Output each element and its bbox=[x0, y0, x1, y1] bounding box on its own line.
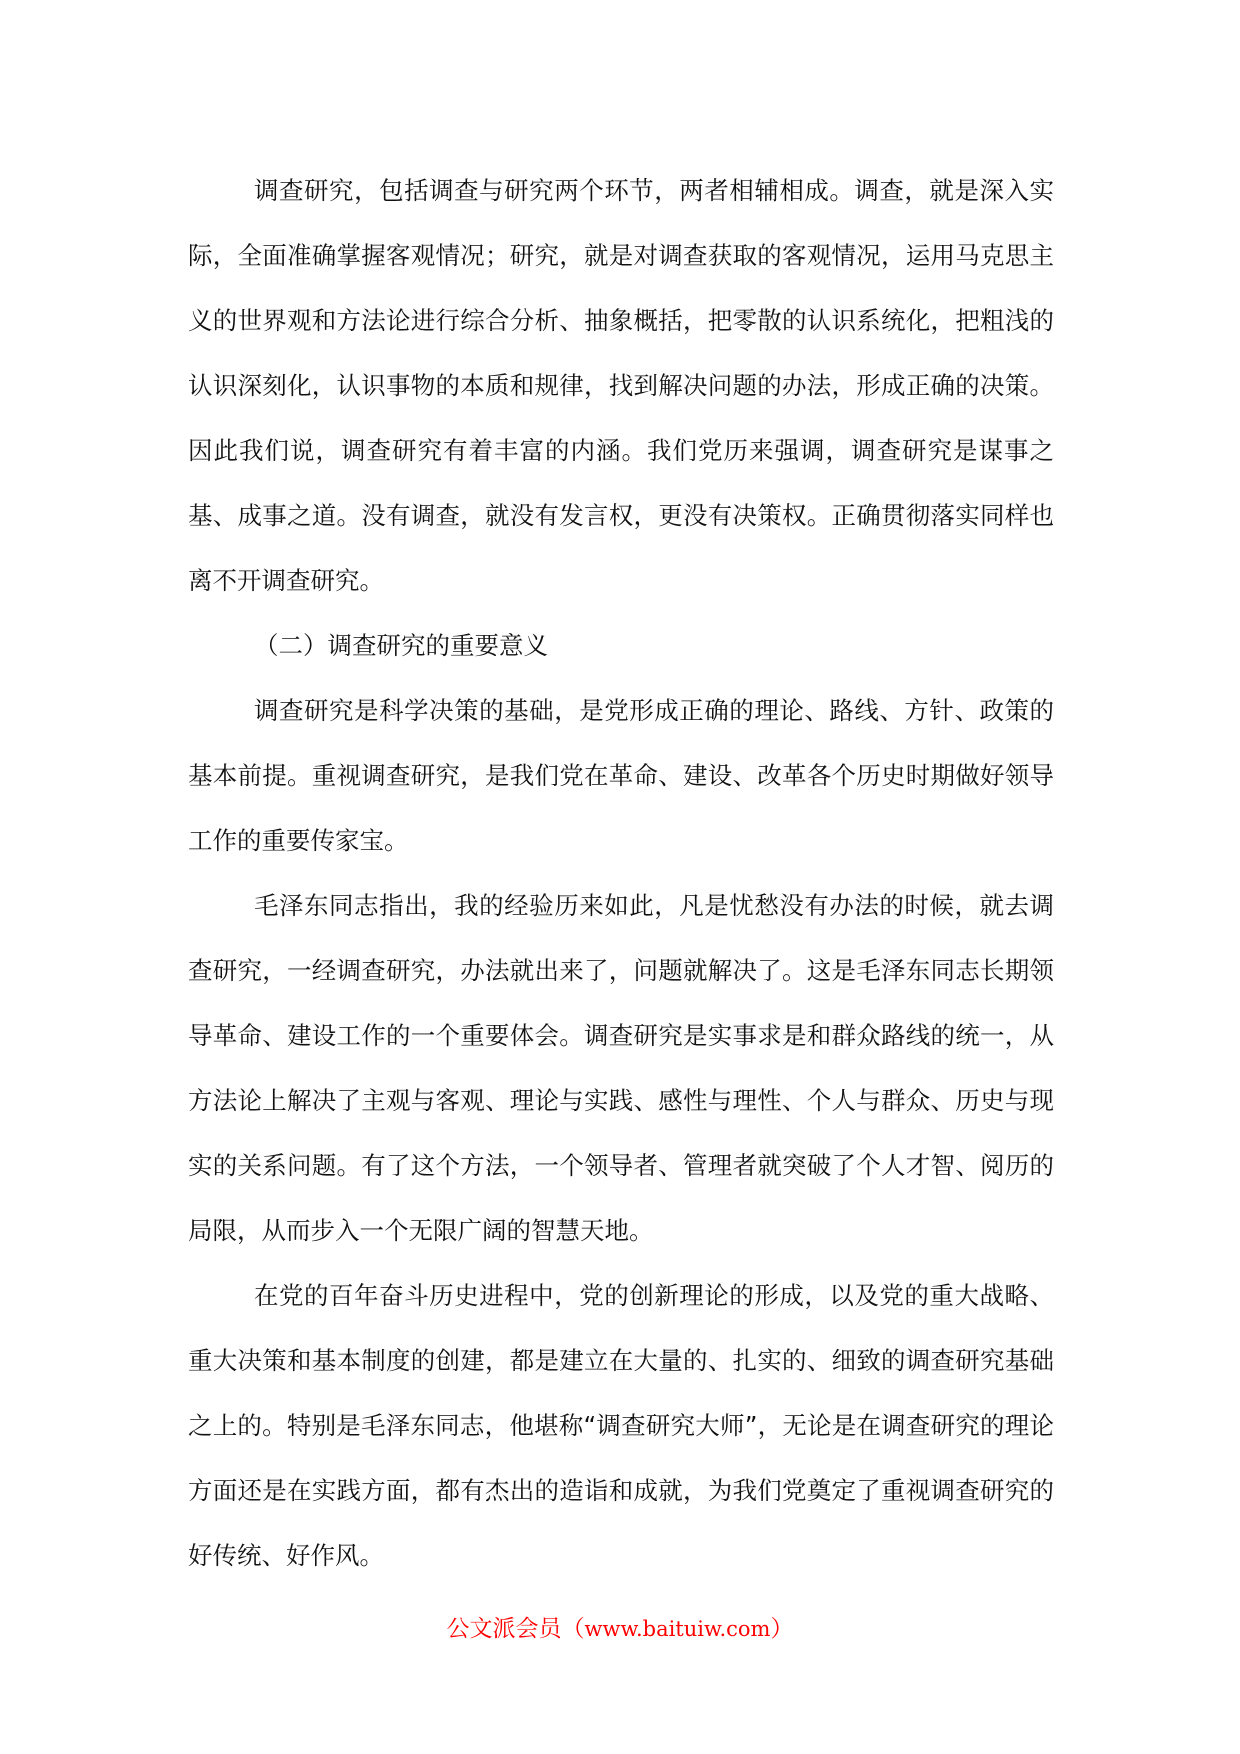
document-body bbox=[188, 158, 1054, 1588]
paragraph-party-history: 在党的百年奋斗历史进程中，党的创新理论的形成，以及党的重大战略、重大决策和基本制度的创建，都是建立在大量的、扎实的、细致的调查研究基础之上的。特别是毛泽东同志，他堪称“调查研究大师”，无论是在调查研究的理论方面还是在实践方面，都有杰出的造诣和成就，为我们党奠定了重视调查研究的好传统、好作风。 bbox=[188, 1281, 1054, 1570]
footer-label: 公文派会员 bbox=[446, 1616, 562, 1642]
footer-paren-open: （ bbox=[561, 1616, 585, 1642]
footer-paren-close: ） bbox=[770, 1616, 794, 1642]
paragraph-mao-quote: 毛泽东同志指出，我的经验历来如此，凡是忧愁没有办法的时候，就去调查研究，一经调查研究，办法就出来了，问题就解决了。这是毛泽东同志长期领导革命、建设工作的一个重要体会。调查研究是实事求是和群众路线的统一，从方法论上解决了主观与客观、理论与实践、感性与理性、个人与群众、历史与现实的关系问题。有了这个方法，一个领导者、管理者就突破了个人才智、阅历的局限，从而步入一个无限广阔的智慧天地。 bbox=[188, 891, 1054, 1245]
paragraph-research-definition: 调查研究，包括调查与研究两个环节，两者相辅相成。调查，就是深入实际，全面准确掌握客观情况；研究，就是对调查获取的客观情况，运用马克思主义的世界观和方法论进行综合分析、抽象概括，把零散的认识系统化，把粗浅的认识深刻化，认识事物的本质和规律，找到解决问题的办法，形成正确的决策。因此我们说，调查研究有着丰富的内涵。我们党历来强调，调查研究是谋事之基、成事之道。没有调查，就没有发言权，更没有决策权。正确贯彻落实同样也离不开调查研究。 bbox=[188, 176, 1054, 595]
section-heading: （二）调查研究的重要意义 bbox=[254, 631, 548, 660]
paragraph-research-basis: 调查研究是科学决策的基础，是党形成正确的理论、路线、方针、政策的基本前提。重视调查研究，是我们党在革命、建设、改革各个历史时期做好领导工作的重要传家宝。 bbox=[188, 696, 1054, 855]
footer-watermark bbox=[0, 1612, 1240, 1646]
footer-url[interactable]: www.baituiw.com bbox=[584, 1617, 771, 1641]
